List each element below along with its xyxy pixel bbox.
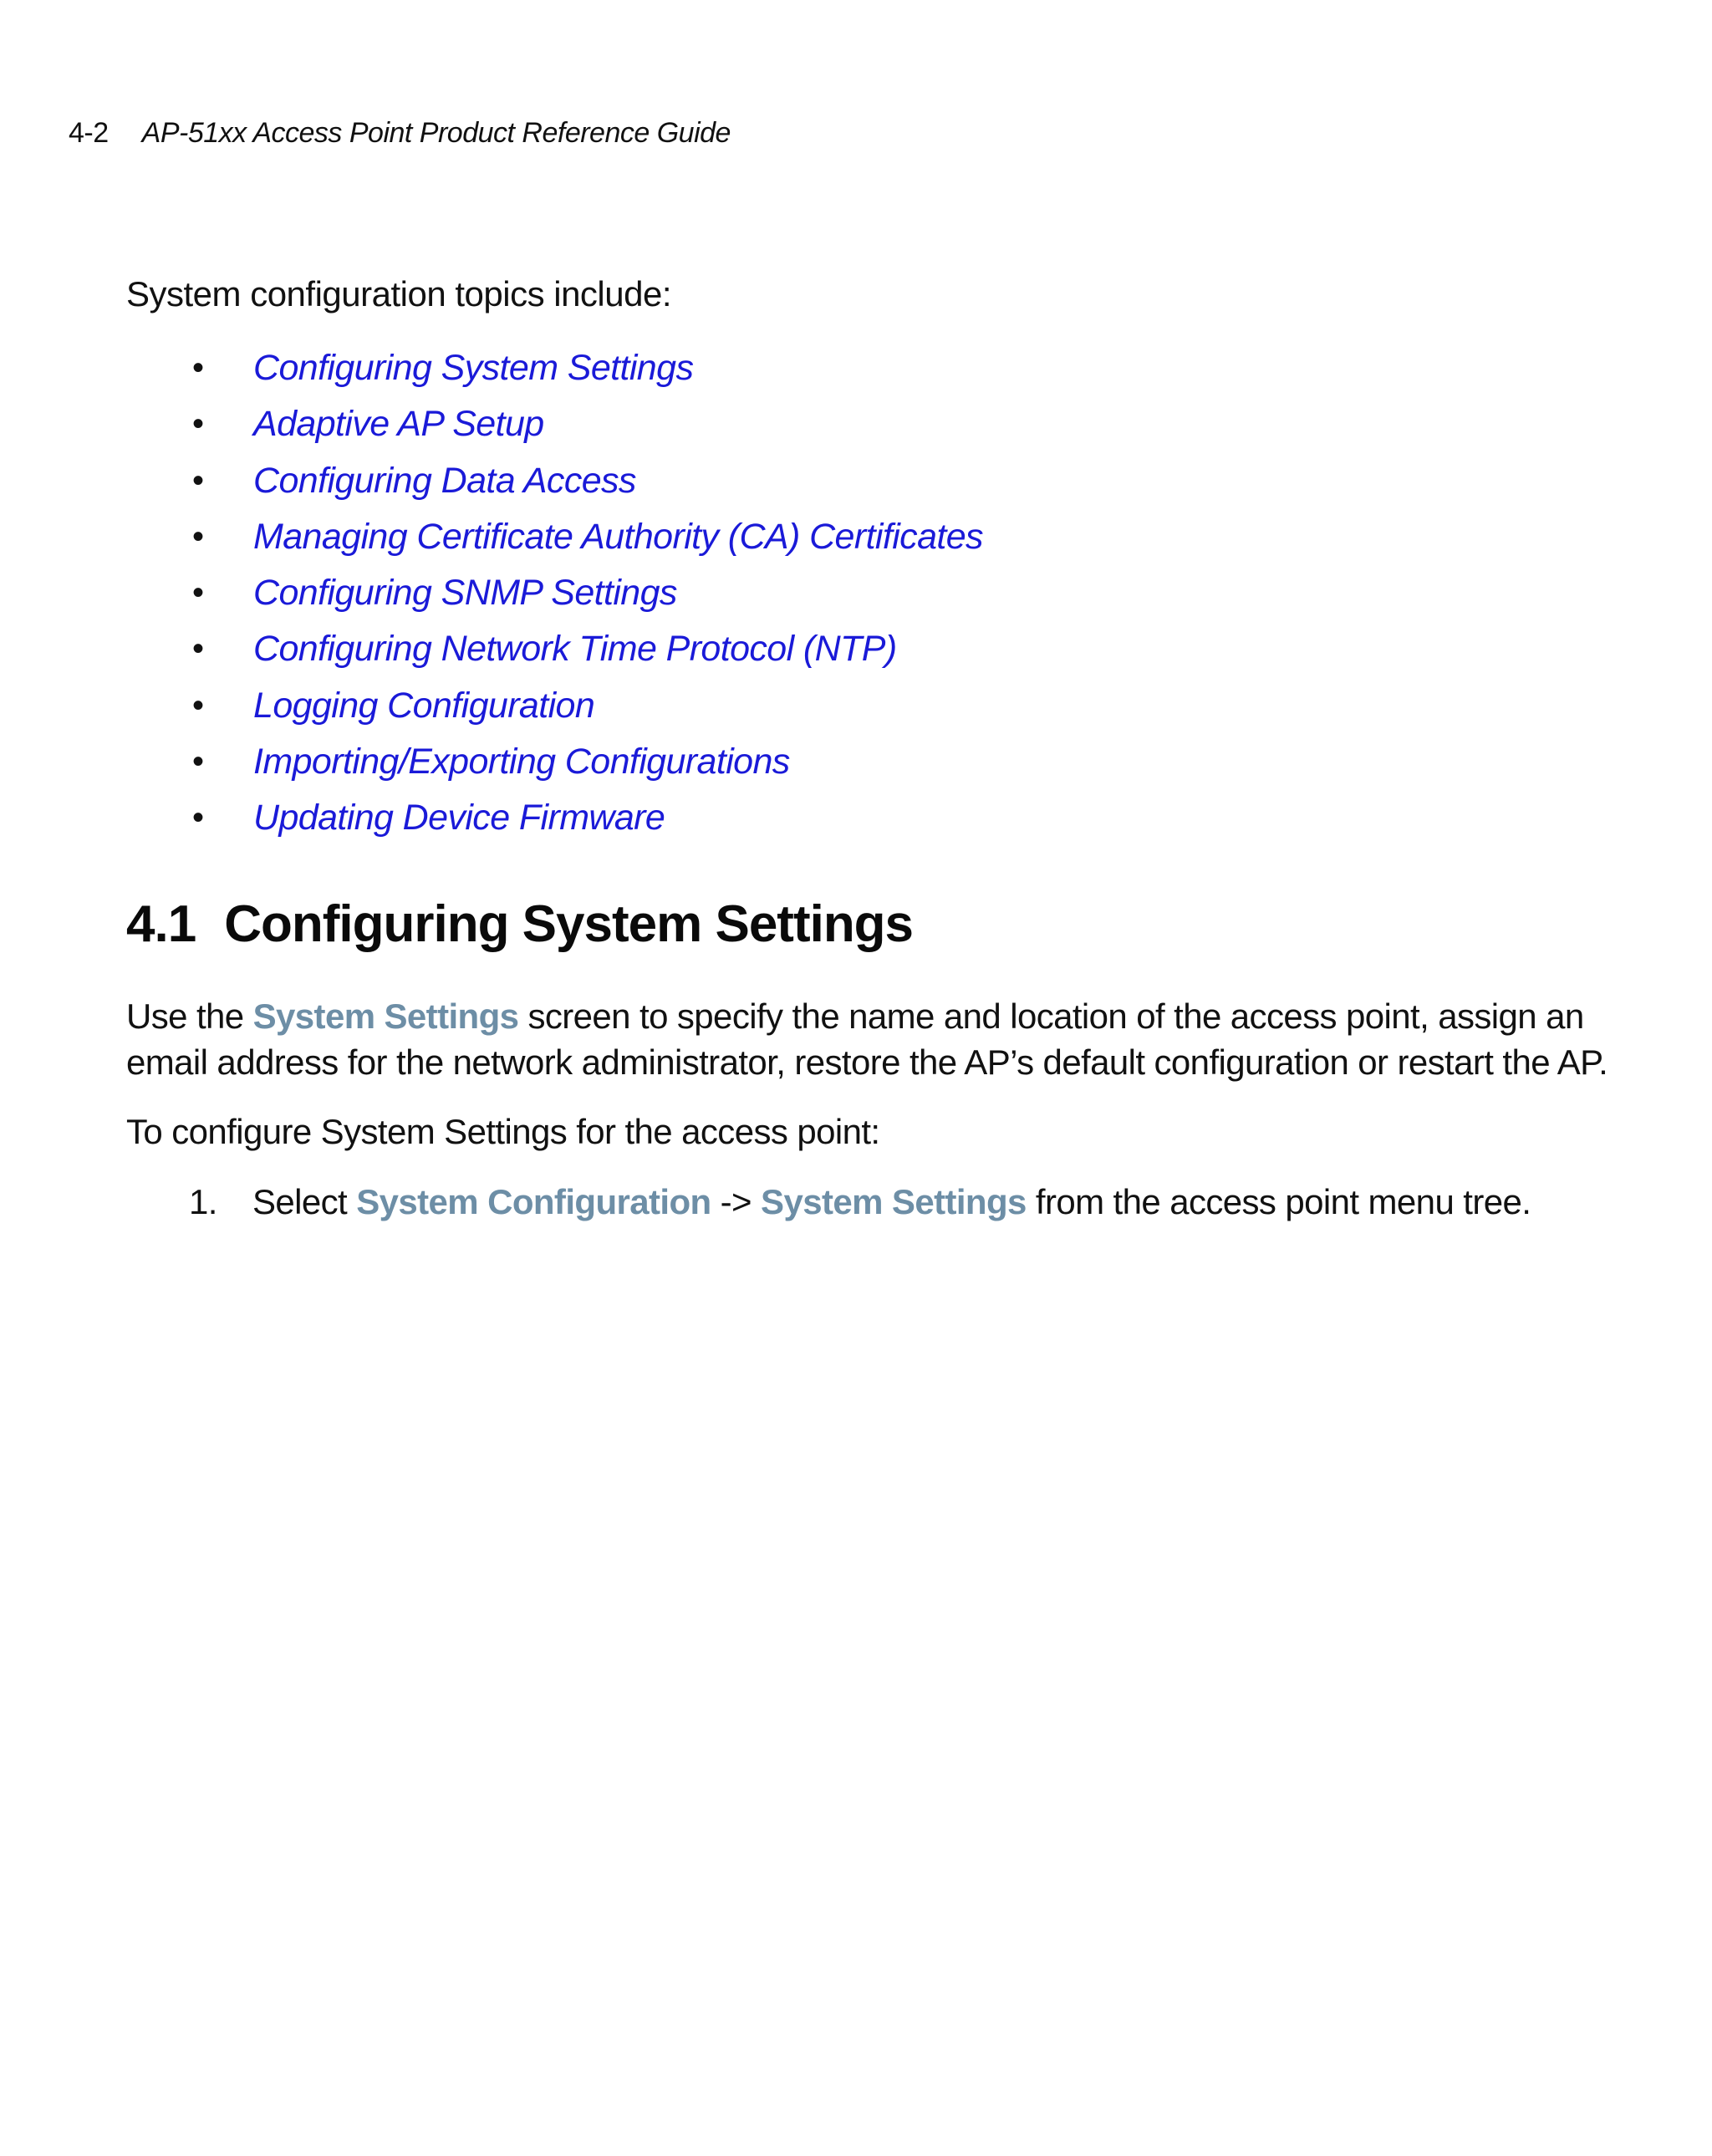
topic-link-firmware[interactable]: Updating Device Firmware	[253, 798, 665, 838]
bullet-icon: •	[192, 799, 205, 837]
bullet-icon: •	[192, 743, 205, 781]
step-arrow: ->	[711, 1182, 762, 1221]
running-header	[69, 117, 731, 150]
bullet-icon: •	[192, 686, 205, 724]
system-configuration-term: System Configuration	[356, 1182, 711, 1221]
topics-intro: System configuration topics include:	[126, 274, 672, 313]
bullet-icon: •	[192, 630, 205, 668]
system-settings-term-step: System Settings	[761, 1182, 1027, 1221]
topic-link-ntp[interactable]: Configuring Network Time Protocol (NTP)	[253, 629, 897, 670]
procedure-intro: To configure System Settings for the access point:	[126, 1112, 880, 1151]
step-number: 1.	[189, 1182, 217, 1221]
topic-link-logging[interactable]: Logging Configuration	[253, 685, 595, 726]
bullet-icon: •	[192, 574, 205, 612]
bullet-icon: •	[192, 405, 205, 443]
section-title: Configuring System Settings	[224, 895, 914, 953]
section-number: 4.1	[126, 895, 196, 953]
bullet-icon: •	[192, 349, 205, 386]
para1-prefix: Use the	[126, 996, 253, 1036]
topic-link-snmp[interactable]: Configuring SNMP Settings	[253, 573, 677, 614]
system-settings-term: System Settings	[252, 996, 519, 1036]
step-suffix: from the access point menu tree.	[1026, 1182, 1531, 1221]
topic-link-adaptive-ap[interactable]: Adaptive AP Setup	[253, 404, 544, 445]
procedure-step-1	[189, 1179, 1531, 1225]
guide-title: AP-51xx Access Point Product Reference Guide	[141, 117, 731, 149]
topic-link-data-access[interactable]: Configuring Data Access	[253, 460, 636, 501]
system-settings-description	[126, 993, 1608, 1085]
para1-line2: email address for the network administrator, restore the AP’s default configuration or restart the AP.	[126, 1042, 1608, 1082]
para1-line1-rest: screen to specify the name and location of the access point, assign an	[518, 996, 1584, 1036]
page-number: 4-2	[69, 117, 109, 149]
section-heading	[126, 895, 913, 954]
topic-link-system-settings[interactable]: Configuring System Settings	[253, 348, 694, 388]
topic-link-import-export[interactable]: Importing/Exporting Configurations	[253, 742, 790, 782]
topic-link-ca-certificates[interactable]: Managing Certificate Authority (CA) Certificates	[253, 516, 983, 557]
step-prefix: Select	[252, 1182, 357, 1221]
bullet-icon: •	[192, 517, 205, 555]
bullet-icon: •	[192, 461, 205, 499]
